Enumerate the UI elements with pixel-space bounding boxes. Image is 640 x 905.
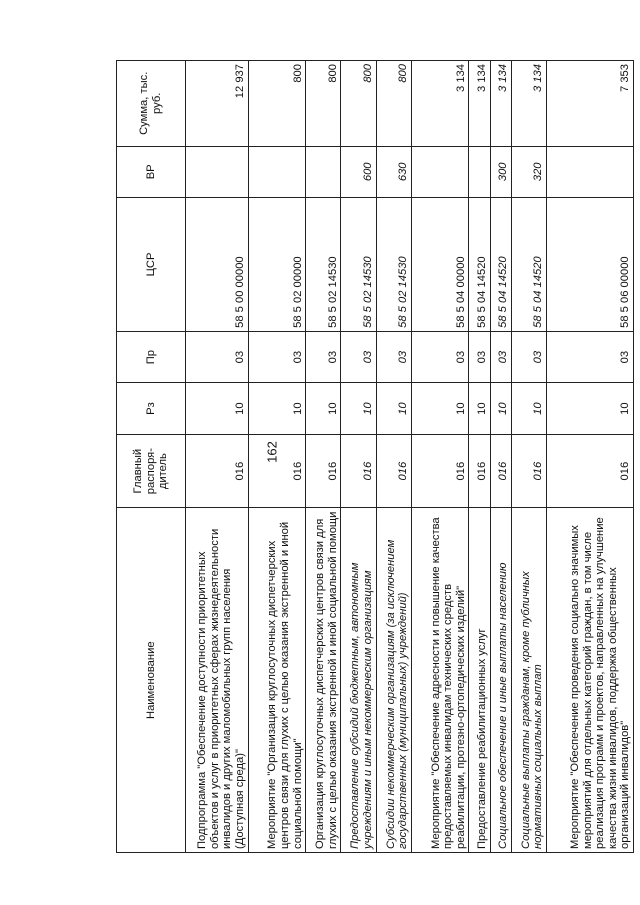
cell-pr: 03	[490, 331, 511, 382]
cell-sum: 12 937	[186, 61, 249, 147]
cell-name: Организация круглосуточных диспетчерских центров связи для глухих с целью оказания экстренной и иной социальной помощи	[306, 508, 341, 853]
cell-sum: 800	[306, 61, 341, 147]
cell-sum: 3 134	[511, 61, 546, 147]
cell-pr: 03	[248, 331, 306, 382]
cell-csr: 58 5 04 14520	[511, 198, 546, 332]
cell-pr: 03	[341, 331, 376, 382]
cell-admin: 016	[376, 434, 411, 508]
cell-csr: 58 5 00 00000	[186, 198, 249, 332]
cell-vr: 630	[376, 146, 411, 197]
cell-vr: 600	[341, 146, 376, 197]
cell-name: Мероприятие "Организация круглосуточных диспетчерских центров связи для глухих с целью оказания экстренной и иной социальной помощи"	[248, 508, 306, 853]
cell-sum: 800	[376, 61, 411, 147]
cell-csr: 58 5 02 00000	[248, 198, 306, 332]
cell-name: Предоставление субсидий бюджетным, автономным учреждениям и иным некоммерческим организациям	[341, 508, 376, 853]
cell-rz: 10	[546, 383, 633, 434]
table-row	[376, 61, 411, 853]
cell-pr: 03	[411, 331, 469, 382]
cell-pr: 03	[511, 331, 546, 382]
cell-sum: 7 353	[546, 61, 633, 147]
header-row	[117, 61, 186, 853]
cell-pr: 03	[546, 331, 633, 382]
cell-rz: 10	[511, 383, 546, 434]
cell-pr: 03	[186, 331, 249, 382]
cell-admin: 016	[341, 434, 376, 508]
cell-admin: 016	[490, 434, 511, 508]
cell-vr: 300	[490, 146, 511, 197]
cell-sum: 3 134	[490, 61, 511, 147]
cell-admin: 016	[546, 434, 633, 508]
header-name: Наименование	[117, 508, 186, 853]
cell-sum: 3 134	[469, 61, 490, 147]
cell-rz: 10	[341, 383, 376, 434]
cell-sum: 800	[248, 61, 306, 147]
table-row	[411, 61, 469, 853]
cell-rz: 10	[411, 383, 469, 434]
cell-vr: 320	[511, 146, 546, 197]
cell-vr	[411, 146, 469, 197]
cell-csr: 58 5 04 14520	[490, 198, 511, 332]
cell-rz: 10	[248, 383, 306, 434]
page-number: 162	[264, 441, 280, 463]
cell-vr	[248, 146, 306, 197]
header-rz: Рз	[117, 383, 186, 434]
cell-csr: 58 5 06 00000	[546, 198, 633, 332]
cell-vr	[306, 146, 341, 197]
cell-csr: 58 5 04 14520	[469, 198, 490, 332]
table-row	[546, 61, 633, 853]
cell-admin: 016	[411, 434, 469, 508]
cell-name: Субсидии некоммерческим организациям (за исключением государственных (муниципальных) учреждений)	[376, 508, 411, 853]
cell-name: Социальное обеспечение и иные выплаты населению	[490, 508, 511, 853]
cell-rz: 10	[490, 383, 511, 434]
cell-rz: 10	[186, 383, 249, 434]
header-sum: Сумма, тыс. руб.	[117, 61, 186, 147]
cell-rz: 10	[376, 383, 411, 434]
cell-pr: 03	[376, 331, 411, 382]
table-row	[511, 61, 546, 853]
cell-rz: 10	[469, 383, 490, 434]
cell-vr	[546, 146, 633, 197]
table-row	[469, 61, 490, 853]
cell-csr: 58 5 04 00000	[411, 198, 469, 332]
cell-admin: 016	[306, 434, 341, 508]
header-admin: Главный распоря-дитель	[117, 434, 186, 508]
cell-csr: 58 5 02 14530	[376, 198, 411, 332]
cell-csr: 58 5 02 14530	[341, 198, 376, 332]
cell-admin: 016	[248, 434, 306, 508]
table-row	[490, 61, 511, 853]
cell-name: Социальные выплаты гражданам, кроме публичных нормативных социальных выплат	[511, 508, 546, 853]
header-vr: ВР	[117, 146, 186, 197]
cell-pr: 03	[469, 331, 490, 382]
cell-sum: 800	[341, 61, 376, 147]
cell-csr: 58 5 02 14530	[306, 198, 341, 332]
cell-pr: 03	[306, 331, 341, 382]
table-body	[186, 61, 634, 853]
cell-rz: 10	[306, 383, 341, 434]
cell-name: Мероприятие "Обеспечение адресности и повышение качества предоставляемых инвалидам технических средств реабилитации, протезно-ортопедических изделий"	[411, 508, 469, 853]
header-pr: Пр	[117, 331, 186, 382]
cell-admin: 016	[186, 434, 249, 508]
rotated-table-container	[116, 60, 634, 853]
cell-vr	[469, 146, 490, 197]
header-csr: ЦСР	[117, 198, 186, 332]
table-row	[248, 61, 306, 853]
table-row	[186, 61, 249, 853]
budget-table	[116, 60, 634, 853]
cell-sum: 3 134	[411, 61, 469, 147]
cell-name: Мероприятие "Обеспечение проведения социально значимых мероприятий для отдельных категорий граждан, в том числе реализация программ и проектов, направленных на улучшение качества жизни инвалидов, поддержка общественных организаций инвалидов"	[546, 508, 633, 853]
cell-name: Предоставление реабилитационных услуг	[469, 508, 490, 853]
table-row	[306, 61, 341, 853]
cell-admin: 016	[511, 434, 546, 508]
cell-name: Подпрограмма "Обеспечение доступности приоритетных объектов и услуг в приоритетных сферах жизнедеятельности инвалидов и других маломобильных групп населения (Доступная среда)"	[186, 508, 249, 853]
cell-admin: 016	[469, 434, 490, 508]
table-row	[341, 61, 376, 853]
cell-vr	[186, 146, 249, 197]
